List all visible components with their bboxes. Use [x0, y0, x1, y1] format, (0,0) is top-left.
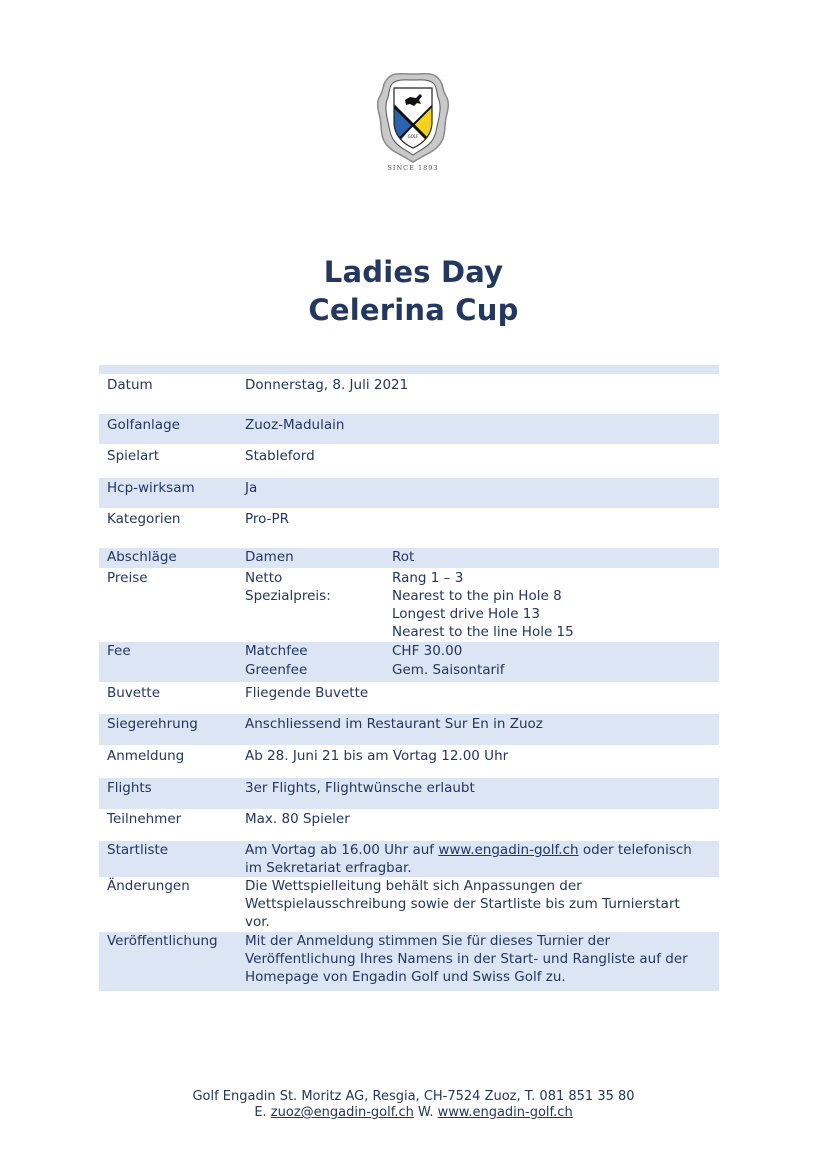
preise-longest-drive: Longest drive Hole 13	[392, 606, 540, 622]
preise-nearest-pin: Nearest to the pin Hole 8	[392, 588, 562, 604]
veroeffentlichung-line-2: Veröffentlichung Ihres Namens in der Start- und Rangliste auf der	[245, 951, 688, 967]
value-golfanlage: Zuoz-Madulain	[245, 417, 345, 433]
title-line-2: Celerina Cup	[308, 293, 519, 327]
footer-email-prefix: E.	[254, 1105, 271, 1120]
aenderungen-line-3: vor.	[245, 914, 270, 930]
value-spielart: Stableford	[245, 448, 315, 464]
fee-matchfee: Matchfee	[245, 643, 308, 659]
row-siegerehrung	[99, 714, 719, 745]
row-aenderungen	[99, 877, 719, 932]
title-line-1: Ladies Day	[323, 255, 504, 289]
veroeffentlichung-line-1: Mit der Anmeldung stimmen Sie für dieses Turnier der	[245, 933, 611, 949]
preise-spezialpreis: Spezialpreis:	[245, 588, 331, 604]
label-startliste: Startliste	[107, 842, 169, 858]
value-startliste-line2: im Sekretariat erfragbar.	[245, 860, 412, 876]
label-aenderungen: Änderungen	[107, 878, 190, 894]
value-siegerehrung: Anschliessend im Restaurant Sur En in Zuoz	[245, 716, 543, 732]
footer-address: Golf Engadin St. Moritz AG, Resgia, CH-7524 Zuoz, T. 081 851 35 80	[192, 1089, 635, 1104]
label-kategorien: Kategorien	[107, 511, 181, 527]
preise-netto: Netto	[245, 570, 283, 586]
club-crest-logo	[372, 70, 454, 174]
label-spielart: Spielart	[107, 448, 160, 464]
footer-website-link[interactable]: www.engadin-golf.ch	[437, 1105, 573, 1120]
label-veroeffentlichung: Veröffentlichung	[107, 933, 218, 949]
value-startliste	[245, 841, 692, 860]
row-golfanlage	[99, 414, 719, 444]
fee-matchfee-amount: CHF 30.00	[392, 643, 463, 659]
preise-rang: Rang 1 – 3	[392, 570, 464, 586]
value2-abschlaege: Rot	[392, 549, 415, 565]
footer-web-prefix: W.	[413, 1105, 438, 1120]
label-siegerehrung: Siegerehrung	[107, 716, 198, 732]
row-kategorien	[99, 509, 719, 545]
row-anmeldung	[99, 746, 719, 777]
row-fee	[99, 642, 719, 682]
row-spielart	[99, 446, 719, 476]
value-kategorien: Pro-PR	[245, 511, 290, 527]
row-abschlaege	[99, 548, 719, 568]
label-hcp: Hcp-wirksam	[107, 480, 195, 496]
label-datum: Datum	[107, 377, 153, 393]
row-flights	[99, 778, 719, 809]
row-preise	[99, 569, 719, 642]
label-buvette: Buvette	[107, 685, 161, 701]
label-preise: Preise	[107, 570, 148, 586]
footer-email-link[interactable]: zuoz@engadin-golf.ch	[270, 1105, 414, 1120]
value-hcp: Ja	[245, 480, 258, 496]
row-veroeffentlichung	[99, 932, 719, 991]
row-datum	[99, 374, 719, 410]
row-hcp	[99, 478, 719, 508]
row-buvette	[99, 683, 719, 713]
aenderungen-line-2: Wettspielausschreibung sowie der Startliste bis zum Turnierstart	[245, 896, 680, 912]
crest-since-text: SINCE 1893	[387, 164, 439, 172]
table-top-bar	[99, 365, 719, 374]
value-teilnehmer: Max. 80 Spieler	[245, 811, 350, 827]
fee-greenfee: Greenfee	[245, 662, 308, 678]
fee-greenfee-amount: Gem. Saisontarif	[392, 662, 505, 678]
startliste-text-pre: Am Vortag ab 16.00 Uhr auf	[245, 842, 439, 858]
label-golfanlage: Golfanlage	[107, 417, 180, 433]
aenderungen-line-1: Die Wettspielleitung behält sich Anpassungen der	[245, 878, 582, 894]
label-fee: Fee	[107, 643, 131, 659]
value-datum: Donnerstag, 8. Juli 2021	[245, 377, 409, 393]
startliste-text-post: oder telefonisch	[578, 842, 692, 858]
label-flights: Flights	[107, 780, 152, 796]
svg-text:GOLF: GOLF	[407, 134, 419, 139]
row-teilnehmer	[99, 810, 719, 840]
label-abschlaege: Abschläge	[107, 549, 177, 565]
veroeffentlichung-line-3: Homepage von Engadin Golf und Swiss Golf zu.	[245, 969, 566, 985]
value-anmeldung: Ab 28. Juni 21 bis am Vortag 12.00 Uhr	[245, 748, 509, 764]
label-anmeldung: Anmeldung	[107, 748, 185, 764]
label-teilnehmer: Teilnehmer	[107, 811, 182, 827]
value-flights: 3er Flights, Flightwünsche erlaubt	[245, 780, 475, 796]
value-buvette: Fliegende Buvette	[245, 685, 369, 701]
value-abschlaege: Damen	[245, 549, 294, 565]
row-startliste	[99, 841, 719, 877]
footer-contact	[0, 1104, 827, 1121]
startliste-website-link[interactable]: www.engadin-golf.ch	[438, 842, 579, 858]
preise-nearest-line: Nearest to the line Hole 15	[392, 624, 574, 640]
